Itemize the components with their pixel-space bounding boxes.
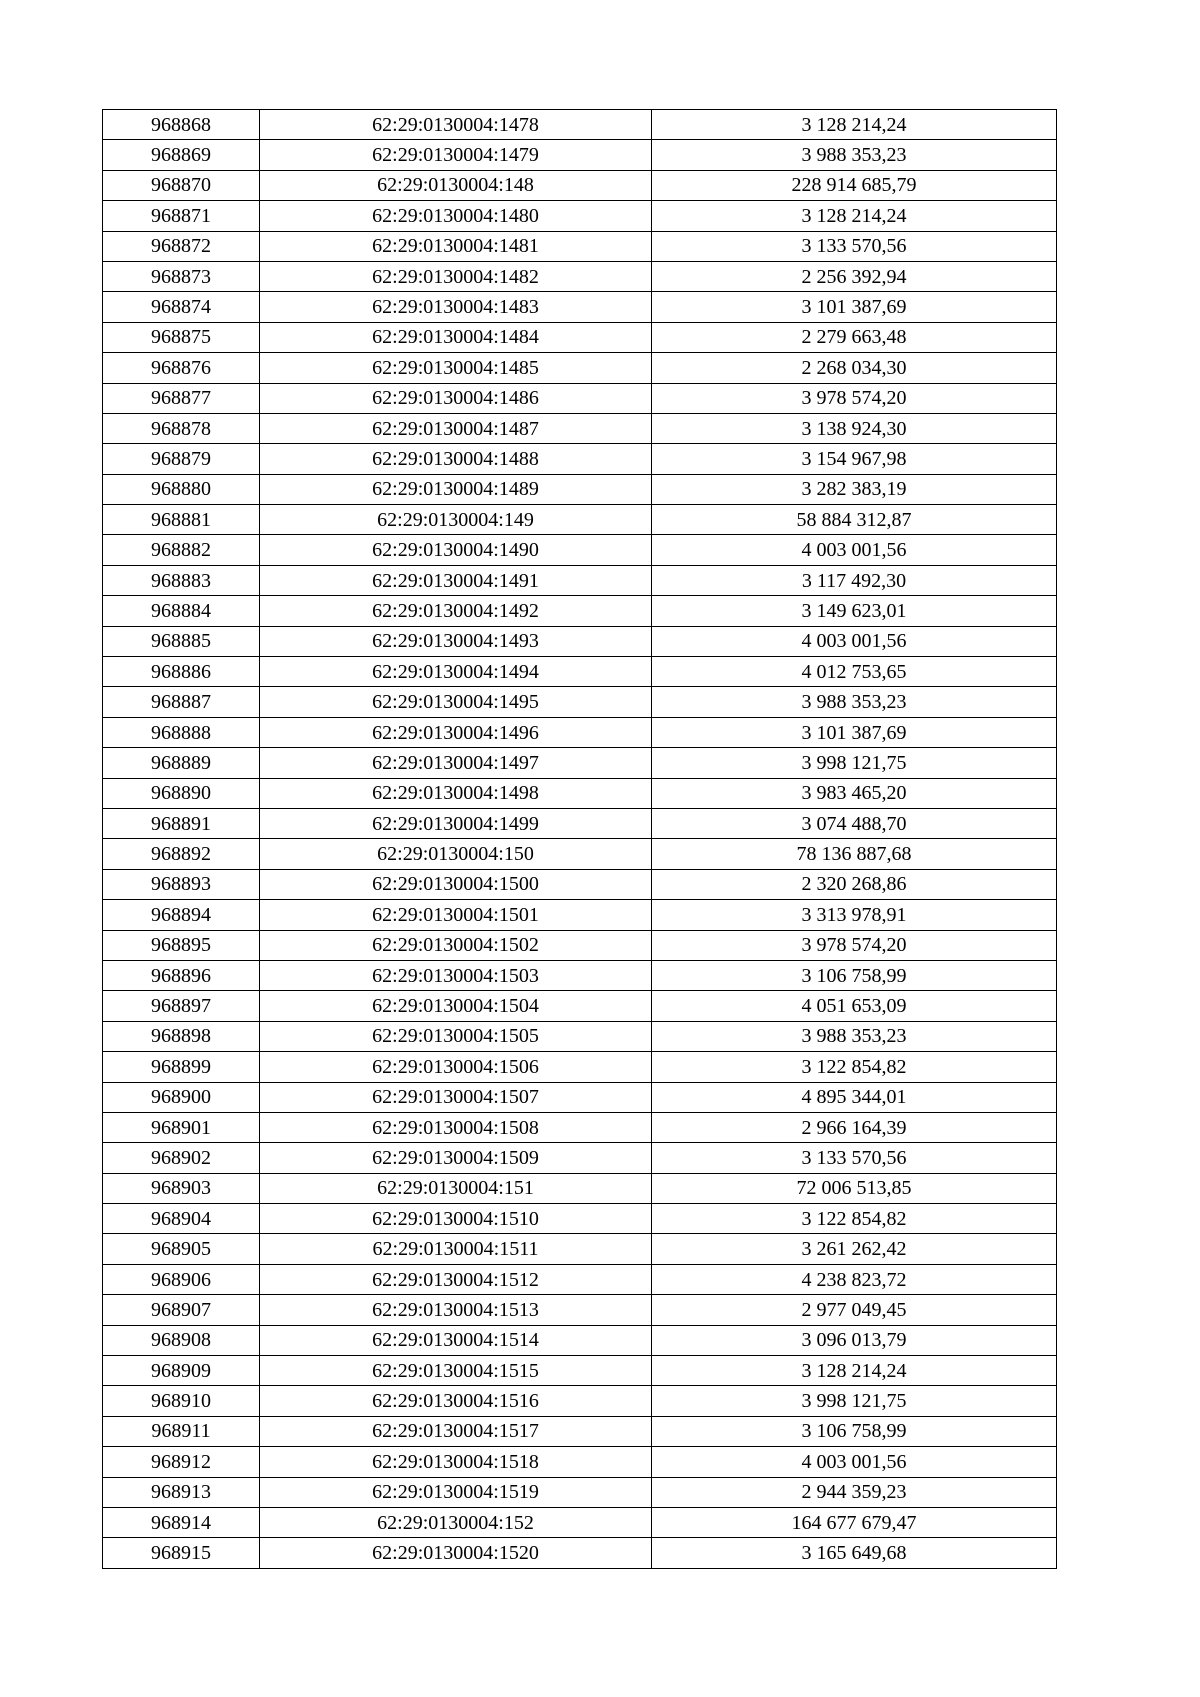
row-number-cell: 968880 (103, 474, 260, 504)
table-row (103, 991, 1057, 1021)
cadastral-number-cell: 62:29:0130004:1499 (260, 808, 652, 838)
row-number-cell: 968889 (103, 748, 260, 778)
cadastral-number-cell: 62:29:0130004:1493 (260, 626, 652, 656)
cadastral-value-cell: 2 320 268,86 (652, 869, 1057, 899)
row-number-cell: 968868 (103, 110, 260, 140)
cadastral-value-cell: 3 133 570,56 (652, 1143, 1057, 1173)
cadastral-value-cell: 3 101 387,69 (652, 292, 1057, 322)
cadastral-value-cell: 3 138 924,30 (652, 413, 1057, 443)
table-row (103, 1416, 1057, 1446)
cadastral-number-cell: 62:29:0130004:1507 (260, 1082, 652, 1112)
row-number-cell: 968872 (103, 231, 260, 261)
table-row (103, 1477, 1057, 1507)
cadastral-number-cell: 62:29:0130004:1492 (260, 596, 652, 626)
table-row (103, 687, 1057, 717)
table-row (103, 1447, 1057, 1477)
cadastral-value-cell: 4 895 344,01 (652, 1082, 1057, 1112)
cadastral-number-cell: 62:29:0130004:1501 (260, 900, 652, 930)
cadastral-value-cell: 3 106 758,99 (652, 1416, 1057, 1446)
table-row (103, 1021, 1057, 1051)
row-number-cell: 968908 (103, 1325, 260, 1355)
cadastral-number-cell: 62:29:0130004:1480 (260, 201, 652, 231)
table-row (103, 322, 1057, 352)
cadastral-number-cell: 62:29:0130004:1512 (260, 1264, 652, 1294)
cadastral-number-cell: 62:29:0130004:1494 (260, 657, 652, 687)
cadastral-number-cell: 62:29:0130004:1485 (260, 353, 652, 383)
table-row (103, 748, 1057, 778)
row-number-cell: 968909 (103, 1356, 260, 1386)
cadastral-number-cell: 62:29:0130004:1504 (260, 991, 652, 1021)
cadastral-number-cell: 62:29:0130004:1506 (260, 1052, 652, 1082)
cadastral-value-cell: 228 914 685,79 (652, 170, 1057, 200)
cadastral-value-cell: 3 106 758,99 (652, 960, 1057, 990)
row-number-cell: 968905 (103, 1234, 260, 1264)
row-number-cell: 968906 (103, 1264, 260, 1294)
cadastral-value-cell: 3 096 013,79 (652, 1325, 1057, 1355)
cadastral-number-cell: 62:29:0130004:1509 (260, 1143, 652, 1173)
row-number-cell: 968883 (103, 565, 260, 595)
cadastral-number-cell: 62:29:0130004:1486 (260, 383, 652, 413)
cadastral-number-cell: 62:29:0130004:1478 (260, 110, 652, 140)
table-row (103, 1204, 1057, 1234)
table-row (103, 596, 1057, 626)
table-row (103, 231, 1057, 261)
cadastral-number-cell: 62:29:0130004:1505 (260, 1021, 652, 1051)
row-number-cell: 968869 (103, 140, 260, 170)
table-row (103, 140, 1057, 170)
cadastral-value-cell: 2 256 392,94 (652, 261, 1057, 291)
cadastral-number-cell: 62:29:0130004:1508 (260, 1112, 652, 1142)
table-row (103, 1507, 1057, 1537)
cadastral-number-cell: 62:29:0130004:1488 (260, 444, 652, 474)
cadastral-value-cell: 4 003 001,56 (652, 1447, 1057, 1477)
cadastral-number-cell: 62:29:0130004:1518 (260, 1447, 652, 1477)
table-row (103, 505, 1057, 535)
cadastral-number-cell: 62:29:0130004:1490 (260, 535, 652, 565)
row-number-cell: 968885 (103, 626, 260, 656)
cadastral-value-cell: 164 677 679,47 (652, 1507, 1057, 1537)
row-number-cell: 968888 (103, 717, 260, 747)
cadastral-value-cell: 78 136 887,68 (652, 839, 1057, 869)
cadastral-value-cell: 4 238 823,72 (652, 1264, 1057, 1294)
row-number-cell: 968901 (103, 1112, 260, 1142)
cadastral-number-cell: 62:29:0130004:1498 (260, 778, 652, 808)
table-row (103, 110, 1057, 140)
cadastral-value-cell: 3 983 465,20 (652, 778, 1057, 808)
cadastral-number-cell: 62:29:0130004:1487 (260, 413, 652, 443)
cadastral-value-cell: 3 988 353,23 (652, 1021, 1057, 1051)
row-number-cell: 968915 (103, 1538, 260, 1568)
cadastral-value-cell: 3 998 121,75 (652, 748, 1057, 778)
row-number-cell: 968884 (103, 596, 260, 626)
row-number-cell: 968899 (103, 1052, 260, 1082)
table-body (103, 110, 1057, 1569)
table-row (103, 900, 1057, 930)
row-number-cell: 968910 (103, 1386, 260, 1416)
row-number-cell: 968876 (103, 353, 260, 383)
cadastral-number-cell: 62:29:0130004:1519 (260, 1477, 652, 1507)
row-number-cell: 968894 (103, 900, 260, 930)
cadastral-number-cell: 62:29:0130004:1510 (260, 1204, 652, 1234)
cadastral-number-cell: 62:29:0130004:1503 (260, 960, 652, 990)
cadastral-number-cell: 62:29:0130004:1514 (260, 1325, 652, 1355)
cadastral-value-cell: 3 154 967,98 (652, 444, 1057, 474)
cadastral-value-cell: 3 133 570,56 (652, 231, 1057, 261)
row-number-cell: 968904 (103, 1204, 260, 1234)
table-row (103, 717, 1057, 747)
table-row (103, 808, 1057, 838)
row-number-cell: 968882 (103, 535, 260, 565)
cadastral-number-cell: 62:29:0130004:151 (260, 1173, 652, 1203)
cadastral-value-table (102, 109, 1057, 1569)
table-row (103, 1173, 1057, 1203)
cadastral-value-cell: 4 012 753,65 (652, 657, 1057, 687)
cadastral-number-cell: 62:29:0130004:1496 (260, 717, 652, 747)
row-number-cell: 968870 (103, 170, 260, 200)
table-row (103, 474, 1057, 504)
cadastral-value-cell: 3 128 214,24 (652, 110, 1057, 140)
table-row (103, 565, 1057, 595)
cadastral-value-cell: 3 988 353,23 (652, 140, 1057, 170)
cadastral-number-cell: 62:29:0130004:1481 (260, 231, 652, 261)
cadastral-value-cell: 3 313 978,91 (652, 900, 1057, 930)
row-number-cell: 968879 (103, 444, 260, 474)
cadastral-value-cell: 3 101 387,69 (652, 717, 1057, 747)
cadastral-value-cell: 58 884 312,87 (652, 505, 1057, 535)
row-number-cell: 968873 (103, 261, 260, 291)
row-number-cell: 968902 (103, 1143, 260, 1173)
row-number-cell: 968877 (103, 383, 260, 413)
cadastral-value-cell: 3 122 854,82 (652, 1052, 1057, 1082)
cadastral-number-cell: 62:29:0130004:1517 (260, 1416, 652, 1446)
table-row (103, 444, 1057, 474)
cadastral-value-cell: 3 128 214,24 (652, 1356, 1057, 1386)
cadastral-value-cell: 3 988 353,23 (652, 687, 1057, 717)
row-number-cell: 968895 (103, 930, 260, 960)
cadastral-value-cell: 3 128 214,24 (652, 201, 1057, 231)
row-number-cell: 968887 (103, 687, 260, 717)
table-row (103, 201, 1057, 231)
table-row (103, 261, 1057, 291)
row-number-cell: 968878 (103, 413, 260, 443)
cadastral-value-cell: 2 977 049,45 (652, 1295, 1057, 1325)
cadastral-value-cell: 3 149 623,01 (652, 596, 1057, 626)
cadastral-value-cell: 3 282 383,19 (652, 474, 1057, 504)
cadastral-number-cell: 62:29:0130004:1502 (260, 930, 652, 960)
cadastral-number-cell: 62:29:0130004:1495 (260, 687, 652, 717)
cadastral-value-cell: 3 074 488,70 (652, 808, 1057, 838)
cadastral-number-cell: 62:29:0130004:1479 (260, 140, 652, 170)
cadastral-number-cell: 62:29:0130004:1511 (260, 1234, 652, 1264)
table-row (103, 413, 1057, 443)
table-row (103, 1052, 1057, 1082)
cadastral-number-cell: 62:29:0130004:149 (260, 505, 652, 535)
row-number-cell: 968898 (103, 1021, 260, 1051)
table-row (103, 1082, 1057, 1112)
cadastral-value-cell: 2 268 034,30 (652, 353, 1057, 383)
table-row (103, 1295, 1057, 1325)
cadastral-value-cell: 3 165 649,68 (652, 1538, 1057, 1568)
cadastral-value-cell: 3 117 492,30 (652, 565, 1057, 595)
table-row (103, 657, 1057, 687)
row-number-cell: 968891 (103, 808, 260, 838)
row-number-cell: 968914 (103, 1507, 260, 1537)
row-number-cell: 968900 (103, 1082, 260, 1112)
table-row (103, 353, 1057, 383)
row-number-cell: 968907 (103, 1295, 260, 1325)
row-number-cell: 968890 (103, 778, 260, 808)
cadastral-value-cell: 4 003 001,56 (652, 626, 1057, 656)
row-number-cell: 968903 (103, 1173, 260, 1203)
row-number-cell: 968897 (103, 991, 260, 1021)
cadastral-value-cell: 2 966 164,39 (652, 1112, 1057, 1142)
cadastral-number-cell: 62:29:0130004:1483 (260, 292, 652, 322)
row-number-cell: 968871 (103, 201, 260, 231)
table-row (103, 535, 1057, 565)
cadastral-number-cell: 62:29:0130004:1482 (260, 261, 652, 291)
cadastral-number-cell: 62:29:0130004:148 (260, 170, 652, 200)
row-number-cell: 968881 (103, 505, 260, 535)
row-number-cell: 968912 (103, 1447, 260, 1477)
row-number-cell: 968893 (103, 869, 260, 899)
cadastral-number-cell: 62:29:0130004:1500 (260, 869, 652, 899)
cadastral-number-cell: 62:29:0130004:1513 (260, 1295, 652, 1325)
table-row (103, 960, 1057, 990)
table-row (103, 1143, 1057, 1173)
table-row (103, 869, 1057, 899)
row-number-cell: 968874 (103, 292, 260, 322)
cadastral-value-cell: 4 003 001,56 (652, 535, 1057, 565)
table-row (103, 1234, 1057, 1264)
row-number-cell: 968913 (103, 1477, 260, 1507)
cadastral-number-cell: 62:29:0130004:1516 (260, 1386, 652, 1416)
cadastral-value-cell: 2 279 663,48 (652, 322, 1057, 352)
table-row (103, 1356, 1057, 1386)
cadastral-number-cell: 62:29:0130004:1520 (260, 1538, 652, 1568)
table-row (103, 839, 1057, 869)
cadastral-value-cell: 4 051 653,09 (652, 991, 1057, 1021)
cadastral-value-cell: 2 944 359,23 (652, 1477, 1057, 1507)
cadastral-number-cell: 62:29:0130004:1497 (260, 748, 652, 778)
row-number-cell: 968875 (103, 322, 260, 352)
cadastral-value-cell: 3 122 854,82 (652, 1204, 1057, 1234)
table-row (103, 1325, 1057, 1355)
cadastral-number-cell: 62:29:0130004:1484 (260, 322, 652, 352)
cadastral-number-cell: 62:29:0130004:1515 (260, 1356, 652, 1386)
cadastral-number-cell: 62:29:0130004:150 (260, 839, 652, 869)
row-number-cell: 968896 (103, 960, 260, 990)
row-number-cell: 968886 (103, 657, 260, 687)
table-row (103, 1112, 1057, 1142)
table-row (103, 383, 1057, 413)
cadastral-value-cell: 3 978 574,20 (652, 383, 1057, 413)
cadastral-number-cell: 62:29:0130004:152 (260, 1507, 652, 1537)
cadastral-value-cell: 3 998 121,75 (652, 1386, 1057, 1416)
table-row (103, 1538, 1057, 1568)
table-row (103, 930, 1057, 960)
cadastral-number-cell: 62:29:0130004:1491 (260, 565, 652, 595)
cadastral-value-cell: 72 006 513,85 (652, 1173, 1057, 1203)
row-number-cell: 968911 (103, 1416, 260, 1446)
table-row (103, 1264, 1057, 1294)
table-row (103, 626, 1057, 656)
cadastral-value-cell: 3 261 262,42 (652, 1234, 1057, 1264)
cadastral-value-cell: 3 978 574,20 (652, 930, 1057, 960)
cadastral-number-cell: 62:29:0130004:1489 (260, 474, 652, 504)
table-row (103, 170, 1057, 200)
table-row (103, 778, 1057, 808)
row-number-cell: 968892 (103, 839, 260, 869)
table-row (103, 292, 1057, 322)
table-row (103, 1386, 1057, 1416)
